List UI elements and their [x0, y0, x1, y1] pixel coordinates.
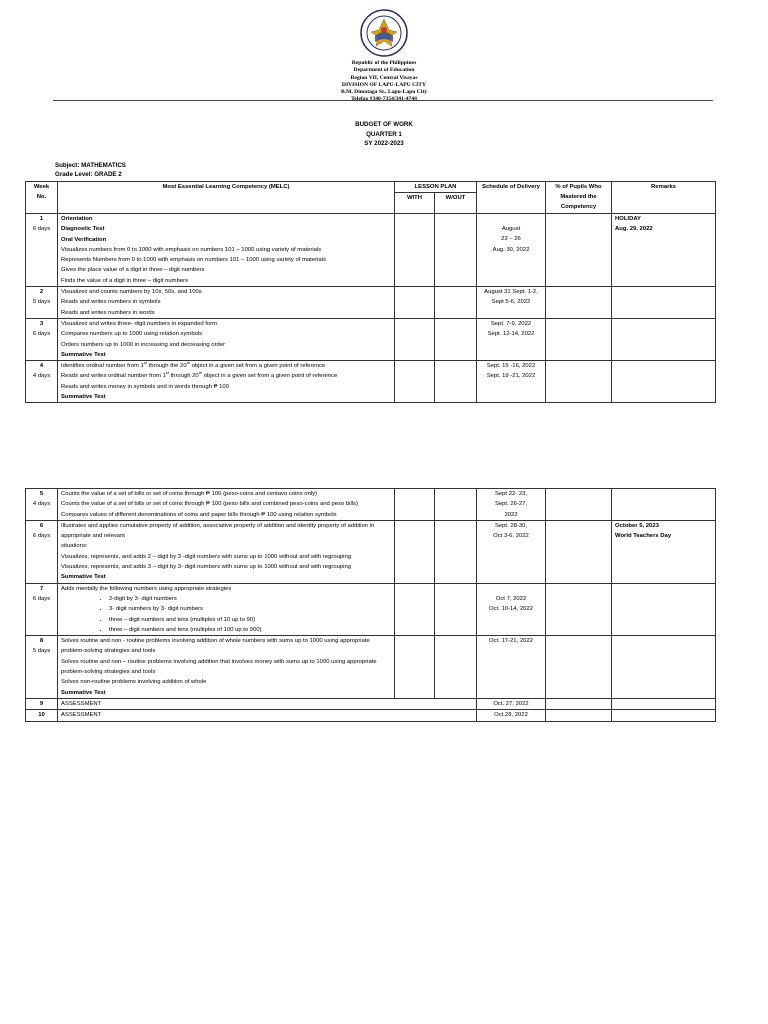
list-item: • three – digit numbers and tens (multiples of 10 up to 90)	[109, 615, 391, 625]
schedule-line: Sept. 7-9, 2022	[490, 320, 532, 327]
schedule-cell	[477, 214, 546, 287]
schedule-cell	[477, 361, 546, 403]
schedule-cell	[477, 287, 546, 319]
remarks-line: HOLIDAY	[615, 216, 641, 222]
document-title	[0, 120, 768, 149]
table-row	[26, 287, 716, 319]
melc-line: Summative Test	[61, 574, 106, 581]
week-header: Week No.	[26, 182, 58, 214]
week-cell	[26, 489, 58, 521]
table-row	[26, 318, 716, 360]
melc-line: Solves routine and non – routine problems involving addition that involves money with sums up to 1000 using appropriate problem-solving strategies and tools	[61, 658, 377, 676]
melc-line: Compares values of different denominations of coins and paper bills through ₱ 100 using relation symbols	[61, 511, 337, 518]
melc-line: Summative Test	[61, 351, 106, 358]
schedule-line: August 31 Sept. 1-2,	[484, 289, 538, 296]
remarks-cell	[612, 489, 716, 521]
letterhead-line: Region VII, Central Visayas	[350, 74, 418, 81]
letterhead-line: DIVISION OF LAPU-LAPU CITY	[341, 81, 427, 88]
budget-table-part-2	[25, 488, 716, 722]
schedule-line: Sept. 28-30,	[494, 522, 528, 529]
melc-cell	[58, 489, 395, 521]
week-cell	[26, 318, 58, 360]
week-number: 1	[39, 216, 44, 222]
melc-line: Reads and writes numbers in words	[61, 309, 155, 316]
week-number: 10	[26, 710, 58, 721]
pupils-cell	[546, 361, 612, 403]
table-header-row	[26, 182, 716, 193]
table-row	[26, 698, 716, 709]
schedule-line: Oct 7, 2022	[495, 595, 527, 602]
melc-line: Orientation	[61, 216, 93, 222]
melc-line: Reads and writes money in symbols and in words through ₱ 100	[61, 383, 229, 390]
melc-line: Summative Test	[61, 394, 106, 401]
week-days: 6 days	[32, 226, 51, 233]
week-cell	[26, 361, 58, 403]
with-header: WITH	[395, 193, 435, 214]
schedule-line: Sept. 19 -21, 2022	[486, 373, 536, 380]
without-cell	[435, 489, 477, 521]
with-cell	[395, 361, 435, 403]
schedule-line: August	[501, 226, 521, 232]
without-cell	[435, 214, 477, 287]
letterhead	[0, 8, 768, 104]
week-days: 6 days	[32, 533, 51, 540]
melc-line: Adds mentally the following numbers using appropriate strategies	[61, 585, 232, 592]
week-days: 5 days	[32, 648, 51, 655]
melc-line: Oral Verification	[61, 236, 107, 243]
melc-cell	[58, 583, 395, 635]
remarks-cell	[612, 520, 716, 583]
without-cell	[435, 287, 477, 319]
letterhead-line: Department of Education	[353, 67, 415, 74]
letterhead-divider	[53, 100, 713, 101]
schedule-line: 2022	[504, 511, 518, 518]
remarks-line: October 5, 2023	[615, 522, 659, 529]
schedule-line: Oct 3-6, 2022	[493, 533, 529, 540]
melc-line: Illustrates and applies cumulative property of addition, associative property of addition and identity property of addition in appropriate and relevant	[61, 522, 375, 540]
week-days: 4 days	[32, 501, 51, 508]
list-item: • three – digit numbers and tens (multiples of 100 up to 900)	[109, 625, 391, 635]
title-line: BUDGET OF WORK	[355, 121, 413, 128]
melc-line: Compares numbers up to 1000 using relation symbols	[61, 331, 203, 338]
pupils-cell	[546, 489, 612, 521]
with-cell	[395, 287, 435, 319]
table-row	[26, 520, 716, 583]
melc-cell	[58, 520, 395, 583]
schedule-line: 22 – 26	[501, 236, 521, 243]
table-row	[26, 489, 716, 521]
week-days: 6 days	[32, 331, 51, 338]
week-number: 6	[39, 522, 44, 529]
pupils-cell	[546, 214, 612, 287]
melc-line: Solves non-routine problems involving addition of whole	[61, 679, 207, 686]
lesson-plan-header: LESSON PLAN	[395, 182, 477, 193]
melc-line: Visualizes, represents, and adds 3 – digit by 3- digit numbers with sums up to 1000 without and with regrouping	[61, 564, 352, 571]
week-number: 7	[39, 585, 44, 592]
table-row	[26, 636, 716, 699]
letterhead-line: Republic of the Philippines	[351, 60, 417, 66]
week-cell	[26, 636, 58, 699]
with-cell	[395, 636, 435, 699]
melc-line: Reads and writes ordinal number from 1st through 20th object in a given set from a given point of reference	[61, 370, 338, 380]
week-number: 8	[39, 638, 44, 645]
week-days: 5 days	[32, 299, 51, 306]
melc-line: Gives the place value of a digit in three – digit numbers	[61, 267, 205, 274]
subject-label: Subject: MATHEMATICS	[55, 162, 126, 169]
week-number: 3	[39, 320, 44, 327]
melc-cell	[58, 361, 395, 403]
schedule-line: Sept. 12-14, 2022	[487, 331, 535, 338]
remarks-cell	[612, 214, 716, 287]
melc-line: Visualizes and counts numbers by 10s, 50s, and 100s	[61, 289, 202, 296]
melc-line: Finds the value of a digit in three – digit numbers	[61, 277, 189, 284]
schedule-cell	[477, 318, 546, 360]
melc-line: Visualizes numbers from 0 to 1000 with emphasis on numbers 101 – 1000 using variety of materials	[61, 246, 322, 253]
remarks-cell	[612, 318, 716, 360]
melc-cell	[58, 318, 395, 360]
with-cell	[395, 583, 435, 635]
remarks-cell	[612, 698, 716, 709]
schedule-line: Sept 22- 23,	[494, 491, 528, 497]
pupils-mastered-header: % of Pupils Who Mastered the Competency	[546, 182, 612, 214]
melc-line: Identifies ordinal number from 1st through the 20th object in a given set from a given point of reference	[61, 360, 326, 370]
melc-line: Summative Test	[61, 689, 106, 696]
schedule-cell: Oct. 27, 2022	[477, 698, 546, 709]
list-item: • 3- digit numbers by 3- digit numbers	[109, 604, 391, 614]
melc-cell	[58, 287, 395, 319]
title-line: QUARTER 1	[366, 130, 402, 138]
without-header: W/OUT	[435, 193, 477, 214]
pupils-cell	[546, 287, 612, 319]
melc-cell	[58, 636, 395, 699]
remarks-line: Aug. 29, 2022	[615, 226, 653, 233]
with-cell	[395, 318, 435, 360]
week-cell	[26, 520, 58, 583]
table-row	[26, 361, 716, 403]
with-cell	[395, 214, 435, 287]
pupils-cell	[546, 636, 612, 699]
remarks-cell	[612, 583, 716, 635]
schedule-line: Sept 5-6, 2022	[491, 299, 531, 306]
schedule-cell	[477, 583, 546, 635]
pupils-cell	[546, 710, 612, 721]
schedule-line: Aug. 30, 2022	[492, 246, 530, 253]
remarks-header: Remarks	[612, 182, 716, 214]
schedule-line: Sept. 15 -16, 2022	[486, 363, 536, 370]
week-cell	[26, 287, 58, 319]
melc-cell: ASSESSMENT	[58, 710, 477, 721]
letterhead-line: Telefax #340-7354/341-4748	[351, 96, 417, 103]
schedule-cell	[477, 489, 546, 521]
week-number: 5	[39, 491, 44, 497]
week-number: 4	[39, 363, 44, 370]
remarks-cell	[612, 636, 716, 699]
week-days: 4 days	[32, 373, 51, 380]
melc-cell	[58, 214, 395, 287]
week-cell	[26, 583, 58, 635]
schedule-line: Sept. 26-27,	[494, 501, 528, 508]
melc-line: Visualizes, represents, and adds 2 – digit by 3 -digit numbers with sums up to 1000 without and with regrouping	[61, 553, 352, 560]
melc-cell: ASSESSMENT	[58, 698, 477, 709]
remarks-cell	[612, 710, 716, 721]
pupils-cell	[546, 583, 612, 635]
strategy-list	[61, 594, 391, 635]
melc-header: Most Essential Learning Competency (MELC)	[58, 182, 395, 214]
grade-level-label: Grade Level: GRADE 2	[55, 171, 122, 178]
without-cell	[435, 318, 477, 360]
schedule-cell	[477, 636, 546, 699]
letterhead-line: B.M. Dimataga St., Lapu-Lapu City	[340, 89, 428, 96]
melc-line: Counts the value of a set of bills or set of coins through ₱ 100 (peso bills and combined peso-coins and peso bills)	[61, 501, 358, 508]
melc-line: Reads and writes numbers in symbols	[61, 299, 161, 306]
melc-line: Diagnostic Test	[61, 226, 105, 233]
melc-line: Solves routine and non - routine problems involving addition of whole numbers with sums up to 1000 using appropriate problem-solving strategies and tools	[61, 638, 370, 655]
budget-table-part-1	[25, 181, 716, 403]
without-cell	[435, 636, 477, 699]
without-cell	[435, 361, 477, 403]
table-row	[26, 214, 716, 287]
melc-line: Counts the value of a set of bills or set of coins through ₱ 100 (peso-coins and centavo coins only)	[61, 491, 318, 497]
pupils-cell	[546, 698, 612, 709]
week-number: 9	[26, 698, 58, 709]
week-number: 2	[39, 289, 44, 296]
week-cell	[26, 214, 58, 287]
melc-line: Represents Numbers from 0 to 1000 with emphasis on numbers 101 – 1000 using variety of materials	[61, 257, 326, 264]
schedule-header: Schedule of Delivery	[477, 182, 546, 214]
melc-line: situations:	[61, 543, 88, 550]
schedule-cell	[477, 520, 546, 583]
week-days: 6 days	[32, 595, 51, 602]
without-cell	[435, 520, 477, 583]
title-line: SY 2022-2023	[364, 140, 404, 147]
deped-seal-icon	[359, 8, 409, 58]
without-cell	[435, 583, 477, 635]
schedule-line: Oct. 10-14, 2022	[489, 605, 533, 612]
remarks-cell	[612, 361, 716, 403]
melc-line: Orders numbers up to 1000 in increasing and decreasing order	[61, 341, 226, 348]
list-item: • 2-digit by 3- digit numbers	[109, 594, 391, 604]
remarks-cell	[612, 287, 716, 319]
with-cell	[395, 489, 435, 521]
remarks-line: World Teachers Day	[615, 533, 672, 540]
schedule-line: Oct. 17-21, 2022	[489, 638, 533, 645]
pupils-cell	[546, 318, 612, 360]
melc-line: Visualizes and writes three- digit numbers in expanded form	[61, 320, 218, 327]
pupils-cell	[546, 520, 612, 583]
table-row	[26, 583, 716, 635]
table-row	[26, 710, 716, 721]
with-cell	[395, 520, 435, 583]
schedule-cell: Oct.28, 2022	[477, 710, 546, 721]
